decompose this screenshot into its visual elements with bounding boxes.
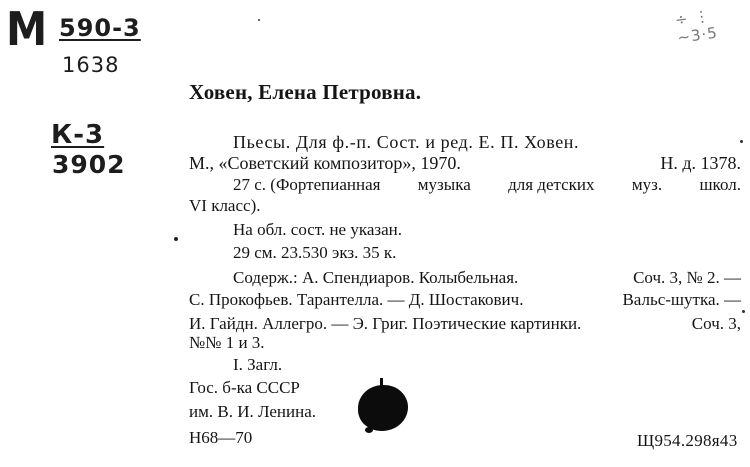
classification-index: Щ954.298я43: [637, 431, 738, 450]
tracing-line: I. Загл.: [233, 355, 283, 374]
series-word: школ.: [699, 175, 741, 194]
series-word: музыка: [417, 175, 471, 194]
imprint-line: [189, 153, 741, 174]
contents-part: Вальс-шутка. —: [622, 290, 741, 309]
speck-mark: [258, 19, 260, 21]
series-line: [233, 175, 741, 195]
handwritten-letter: М: [6, 2, 48, 56]
dot-mark: [174, 237, 178, 241]
contents-line-end: №№ 1 и 3.: [189, 333, 265, 352]
contents-part: Соч. 3, № 2. —: [633, 268, 741, 287]
contents-line: [189, 290, 741, 310]
contents-line: [189, 314, 741, 334]
contents-line: [233, 268, 741, 288]
library-name-cont: им. В. И. Ленина.: [189, 402, 317, 421]
contents-part: Содерж.: А. Спендиаров. Колыбельная.: [233, 268, 519, 287]
ink-blot-tail: [365, 427, 373, 433]
corner-marks: ÷ ⋮ ~3·5: [673, 6, 719, 47]
imprint-plate-number: Н. д. 1378.: [660, 153, 741, 173]
series-word: муз.: [631, 175, 663, 194]
author-heading: Ховен, Елена Петровна.: [189, 80, 422, 104]
series-word: 27 с. (Фортепианная: [233, 175, 381, 194]
handwritten-inventory-sub: 3902: [52, 150, 126, 179]
note-line: На обл. сост. не указан.: [233, 220, 402, 239]
contents-part: С. Прокофьев. Тарантелла. — Д. Шостакович.: [189, 290, 524, 309]
contents-part: Соч. 3,: [691, 314, 741, 333]
speck-mark: [742, 310, 745, 313]
ink-blot: [358, 385, 408, 431]
contents-part: И. Гайдн. Аллегро. — Э. Григ. Поэтические картинки.: [189, 314, 582, 333]
handwritten-shelf-number: 590-3: [59, 14, 141, 42]
card-number: Н68—70: [189, 428, 253, 447]
handwritten-shelf-sub: 1638: [62, 53, 120, 77]
imprint-publisher: М., «Советский композитор», 1970.: [189, 153, 461, 173]
handwritten-inventory: К-3: [51, 120, 105, 150]
physical-description: 29 см. 23.530 экз. 35 к.: [233, 243, 397, 262]
speck-mark: [740, 140, 743, 143]
title-line: Пьесы. Для ф.-п. Сост. и ред. Е. П. Ховен.: [233, 132, 580, 152]
series-line-end: VI класс).: [189, 196, 261, 215]
library-name: Гос. б-ка СССР: [189, 378, 300, 397]
series-word: для детских: [508, 175, 595, 194]
